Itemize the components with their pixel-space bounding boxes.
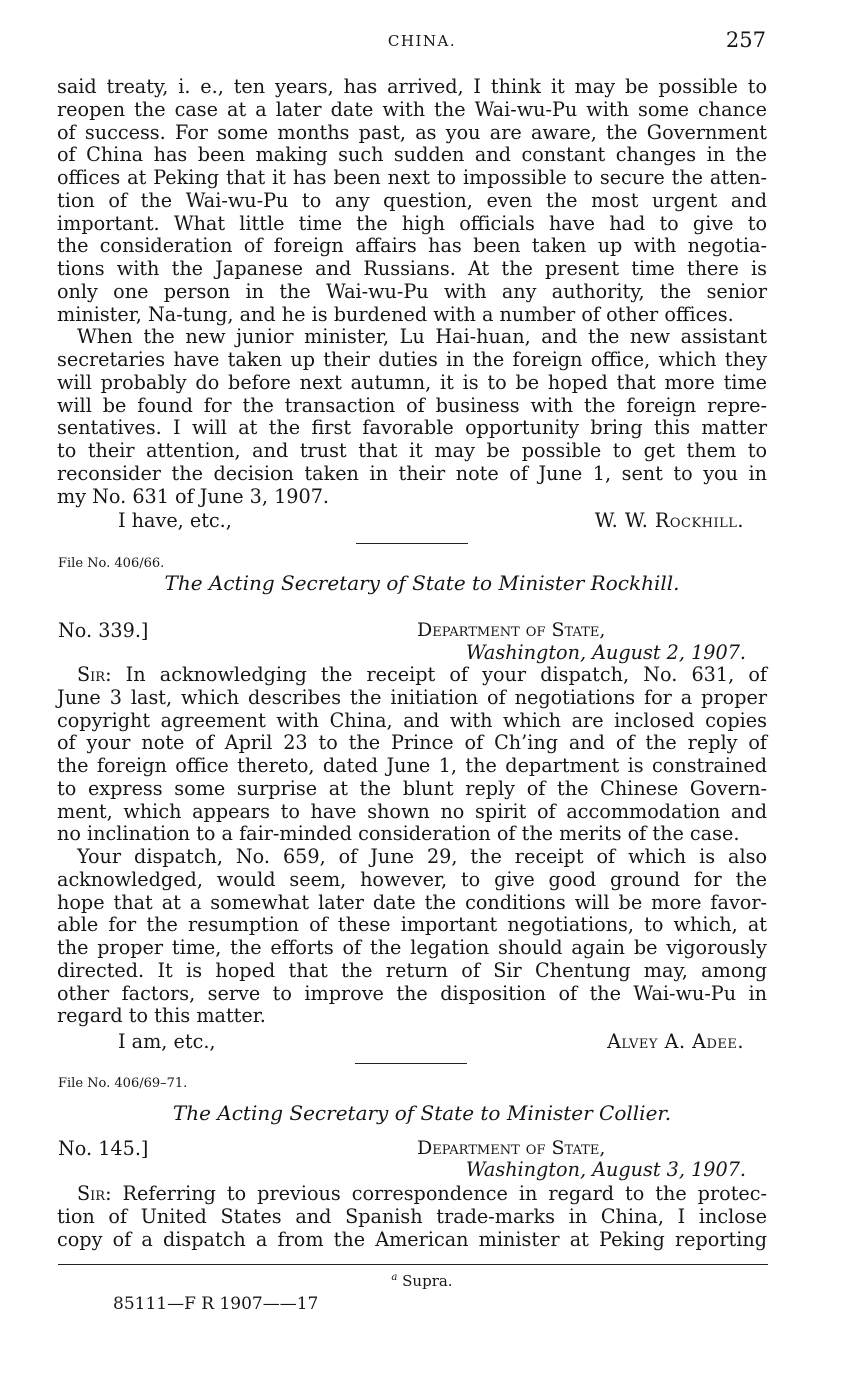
text-line: of your note of April 23 to the Prince of Ch’ing and of the reply of <box>57 731 767 755</box>
text-line: hope that at a somewhat later date the conditions will be more favor- <box>57 890 767 914</box>
text-line: other factors, serve to improve the disposition of the Wai-wu-Pu in <box>57 981 767 1005</box>
text-line: able for the resumption of these important negotiations, to which, at <box>57 913 767 937</box>
text-line: tion of United States and Spanish trade-marks in China, I inclose <box>57 1204 767 1228</box>
text-line: the proper time, the efforts of the legation should again be vigorously <box>57 936 767 959</box>
letter-heading: The Acting Secretary of State to Minister Collier. <box>172 1101 672 1125</box>
salutation: Sir <box>77 663 106 686</box>
text-line-content: : In acknowledging the receipt of your dispatch, No. 631, of <box>105 663 767 686</box>
text-line: the consideration of foreign affairs has been taken up with negotia- <box>57 234 767 258</box>
file-number: File No. 406/66. <box>58 556 165 571</box>
text-line: will probably do before next autumn, it is to be hoped that more time <box>57 370 767 394</box>
letter-heading: The Acting Secretary of State to Minister Rockhill. <box>164 571 680 595</box>
text-line: no inclination to a fair-minded consideration of the merits of the case. <box>57 822 740 846</box>
separator-rule <box>355 1063 467 1064</box>
text-line: ment, which appears to have shown no spirit of accommodation and <box>57 799 767 823</box>
text-line: reconsider the decision taken in their note of June 1, sent to you in <box>57 461 767 485</box>
text-line: acknowledged, would seem, however, to give good ground for the <box>57 867 767 891</box>
text-line: minister, Na-tung, and he is burdened with a number of other offices. <box>57 302 734 326</box>
footnote-marker: a <box>391 1272 398 1283</box>
letter1-signoff: I am, etc., <box>118 1030 216 1053</box>
text-line: copy of a dispatch a from the American minister at Peking reporting <box>57 1227 767 1251</box>
footnote-text: Supra. <box>402 1272 453 1290</box>
text-line: my No. 631 of June 3, 1907. <box>57 484 330 508</box>
text-line: tion of the Wai-wu-Pu to any question, even the most urgent and <box>57 188 767 212</box>
text-line: will be found for the transaction of business with the foreign repre- <box>57 393 767 417</box>
text-line: reopen the case at a later date with the Wai-wu-Pu with some chance <box>57 97 767 121</box>
text-line: directed. It is hoped that the return of Sir Chentung may, among <box>57 958 767 982</box>
text-line: sentatives. I will at the first favorable opportunity bring this matter <box>57 416 767 440</box>
section1-signoff: I have, etc., <box>118 509 232 532</box>
text-line: secretaries have taken up their duties in the foreign office, which they <box>57 348 767 371</box>
text-line: important. What little time the high officials have had to give to <box>57 211 767 235</box>
salutation: Sir <box>77 1182 106 1205</box>
text-line: only one person in the Wai-wu-Pu with any authority, the senior <box>57 279 767 303</box>
text-line: to express some surprise at the blunt reply of the Chinese Govern- <box>57 776 767 800</box>
dateline: Washington, August 3, 1907. <box>465 1158 746 1181</box>
dispatch-number: No. 145.] <box>58 1137 149 1160</box>
footnote <box>0 1272 844 1290</box>
department-line: Department of State, <box>417 1137 606 1159</box>
text-line: offices at Peking that it has been next to impossible to secure the atten- <box>57 166 767 189</box>
text-line-content: : Referring to previous correspondence in regard to the protec- <box>105 1182 767 1205</box>
letter1-signer: Alvey A. Adee. <box>607 1030 744 1053</box>
text-line: regard to this matter. <box>57 1004 266 1028</box>
text-line: tions with the Japanese and Russians. At the present time there is <box>57 257 767 280</box>
text-line: the foreign office thereto, dated June 1, the department is constrained <box>57 754 767 777</box>
text-line: of China has been making such sudden and constant changes in the <box>57 143 767 167</box>
section1-signer: W. W. Rockhill. <box>594 509 744 532</box>
dispatch-number: No. 339.] <box>58 619 149 642</box>
text-line: copyright agreement with China, and with which are inclosed copies <box>57 708 767 732</box>
file-number: File No. 406/69–71. <box>58 1076 188 1091</box>
running-header: CHINA. <box>387 32 457 50</box>
text-line: When the new junior minister, Lu Hai-huan, and the new assistant <box>77 325 767 349</box>
text-line: June 3 last, which describes the initiation of negotiations for a proper <box>57 685 767 709</box>
page-number: 257 <box>725 28 766 52</box>
text-line: of success. For some months past, as you are aware, the Government <box>57 120 767 144</box>
text-line: said treaty, i. e., ten years, has arrived, I think it may be possible to <box>57 75 767 98</box>
text-line <box>57 1183 767 1206</box>
separator-rule <box>356 543 468 544</box>
department-line: Department of State, <box>417 619 606 641</box>
dateline: Washington, August 2, 1907. <box>465 641 746 664</box>
text-line: Your dispatch, No. 659, of June 29, the receipt of which is also <box>77 845 767 868</box>
printer-signature-line: 85111—F R 1907——17 <box>113 1294 319 1314</box>
footnote-rule <box>58 1264 768 1265</box>
text-line <box>57 664 767 687</box>
text-line: to their attention, and trust that it may be possible to get them to <box>57 439 767 462</box>
